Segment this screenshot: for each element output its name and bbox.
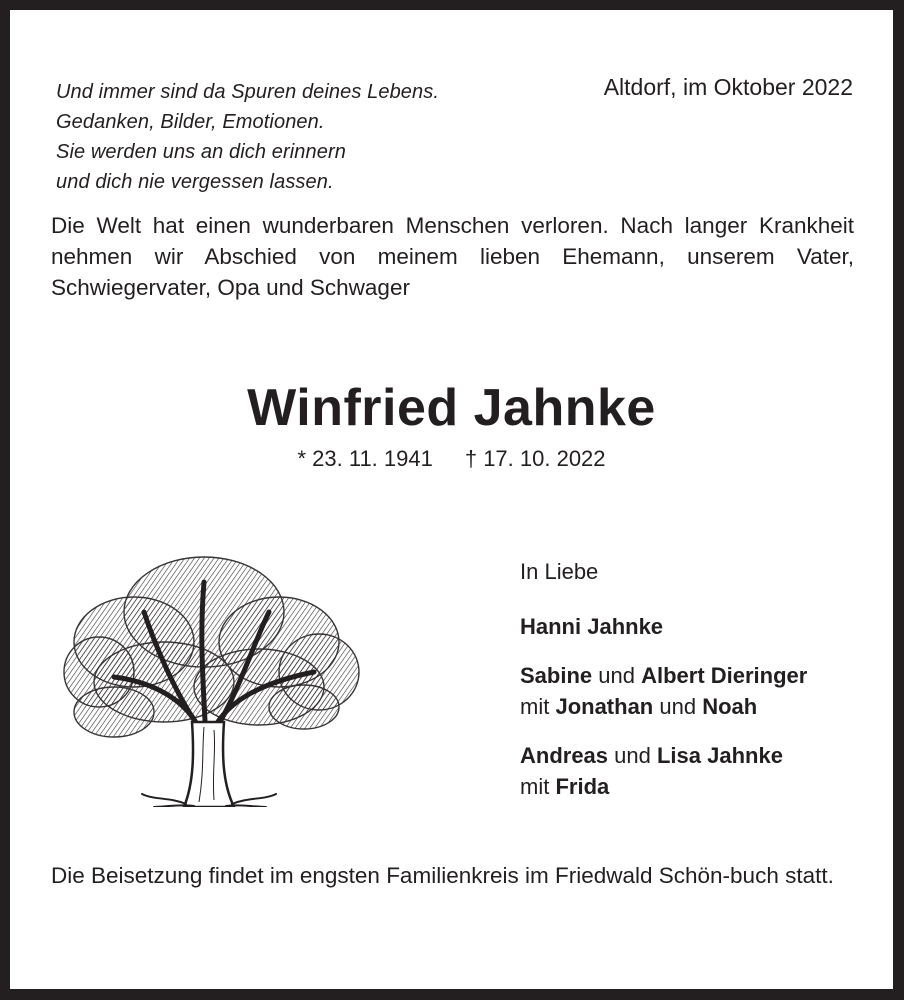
burial-notice: Die Beisetzung findet im engsten Familienkreis im Friedwald Schön-buch statt. [51, 863, 834, 888]
connector-text: und [608, 743, 657, 768]
verse-line: und dich nie vergessen lassen. [56, 171, 334, 193]
obituary-notice [10, 10, 893, 989]
verse-line: Und immer sind da Spuren deines Lebens. [56, 81, 440, 103]
mourners-heading: In Liebe [520, 559, 599, 584]
connector-text: mit [520, 694, 556, 719]
mourner-name: Noah [702, 694, 758, 719]
birth-date: * 23. 11. 1941 [297, 446, 433, 471]
connector-text: mit [520, 774, 556, 799]
mourner-name: Frida [555, 774, 610, 799]
deceased-name: Winfried Jahnke [247, 379, 656, 437]
connector-text: und [653, 694, 703, 719]
mourner-group [520, 611, 807, 642]
connector-text: und [592, 663, 642, 688]
mourner-group [520, 740, 807, 802]
verse-line: Gedanken, Bilder, Emotionen. [56, 111, 325, 133]
mourner-line [520, 740, 807, 771]
life-dates [10, 446, 893, 472]
mourner-name: Hanni Jahnke [520, 614, 664, 639]
memorial-verse [56, 77, 439, 197]
mourner-name: Lisa Jahnke [656, 743, 783, 768]
mourner-line [520, 660, 807, 691]
mourner-name: Albert Dieringer [641, 663, 808, 688]
death-date: † 17. 10. 2022 [464, 446, 606, 471]
mourner-line [520, 611, 807, 642]
mourner-name: Andreas [520, 743, 609, 768]
mourner-name: Jonathan [555, 694, 654, 719]
intro-text: Die Welt hat einen wunderbaren Menschen verloren. Nach langer Krankheit nehmen wir Abschied von meinem lieben Ehemann, unserem Vater, Schwiegervater, Opa und Schwager [51, 213, 854, 300]
mourner-group [520, 660, 807, 722]
verse-line: Sie werden uns an dich erinnern [56, 141, 346, 163]
mourner-line [520, 691, 807, 722]
mourners-list [520, 556, 807, 802]
mourner-name: Sabine [520, 663, 593, 688]
place-and-date: Altdorf, im Oktober 2022 [603, 74, 853, 100]
mourner-groups [520, 611, 807, 802]
mourner-line [520, 771, 807, 802]
tree-icon [54, 542, 364, 807]
